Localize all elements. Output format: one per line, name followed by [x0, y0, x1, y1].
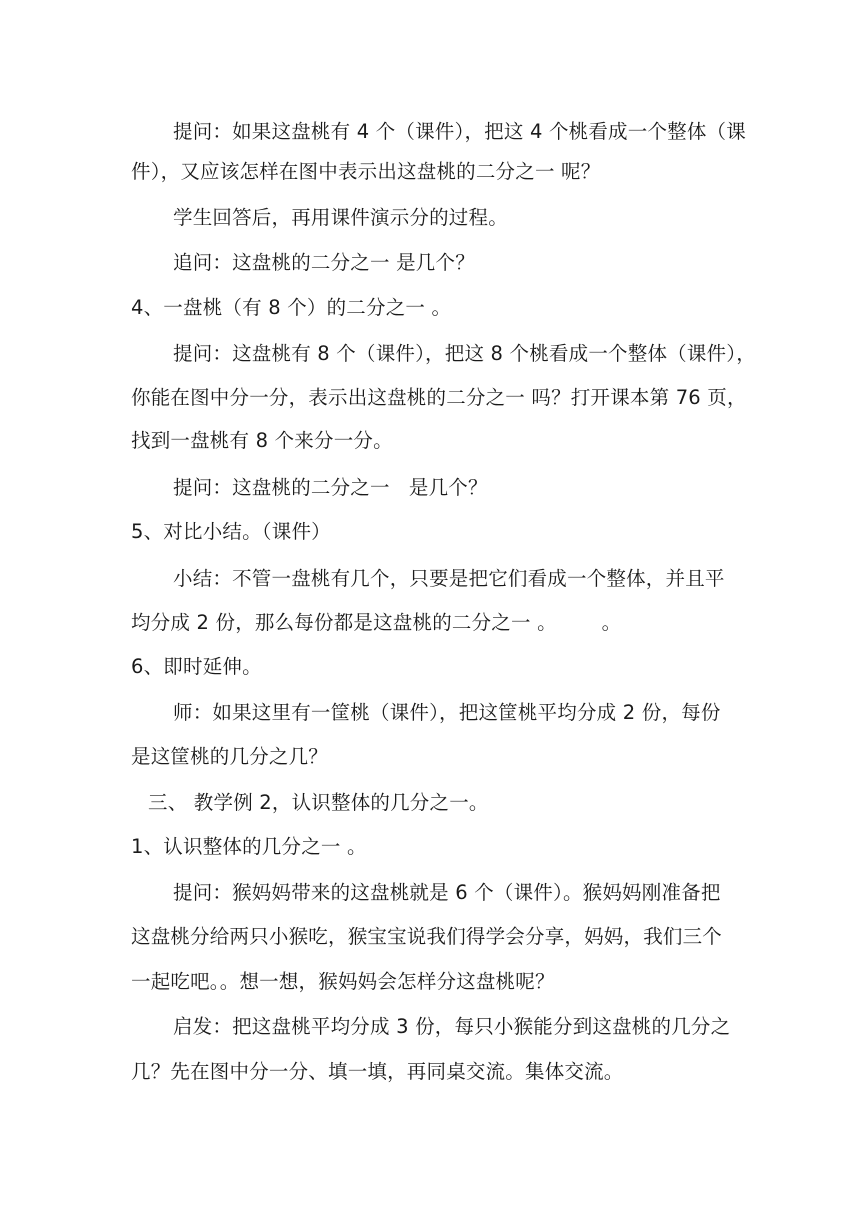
text-line: 6、即时延伸。 — [131, 655, 262, 678]
text-line: 均分成 2 份，那么每份都是这盘桃的二分之一 。 。 — [131, 611, 622, 634]
text-line: 提问：这盘桃的二分之一 是几个？ — [173, 476, 488, 499]
text-line: 你能在图中分一分，表示出这盘桃的二分之一 吗？打开课本第 76 页， — [131, 386, 747, 409]
text-line: 启发：把这盘桃平均分成 3 份，每只小猴能分到这盘桃的几分之 — [173, 1015, 731, 1038]
text-line: 4、一盘桃（有 8 个）的二分之一 。 — [131, 296, 452, 319]
text-line: 1、认识整体的几分之一 。 — [131, 835, 367, 858]
text-line: 师：如果这里有一筐桃（课件），把这筐桃平均分成 2 份，每份 — [173, 701, 721, 724]
text-line: 是这筐桃的几分之几？ — [131, 745, 329, 768]
text-line: 5、对比小结。（课件） — [131, 520, 331, 543]
text-line: 件），又应该怎样在图中表示出这盘桃的二分之一 呢？ — [131, 160, 601, 183]
text-line: 找到一盘桃有 8 个来分一分。 — [131, 429, 393, 452]
text-line: 提问：如果这盘桃有 4 个（课件），把这 4 个桃看成一个整体（课 — [173, 120, 746, 143]
text-line: 这盘桃分给两只小猴吃，猴宝宝说我们得学会分享，妈妈，我们三个 — [131, 925, 723, 948]
text-line: 提问：这盘桃有 8 个（课件），把这 8 个桃看成一个整体（课件）， — [173, 342, 756, 365]
text-line: 一起吃吧。。想一想，猴妈妈会怎样分这盘桃呢？ — [131, 970, 555, 993]
text-line: 小结：不管一盘桃有几个，只要是把它们看成一个整体，并且平 — [173, 567, 725, 590]
text-line: 提问：猴妈妈带来的这盘桃就是 6 个（课件）。猴妈妈刚准备把 — [173, 881, 721, 904]
text-line: 学生回答后，再用课件演示分的过程。 — [173, 206, 508, 229]
text-line: 几？先在图中分一分、填一填，再同桌交流。集体交流。 — [131, 1060, 624, 1083]
text-line: 三、 教学例 2，认识整体的几分之一。 — [148, 791, 489, 814]
text-line: 追问：这盘桃的二分之一 是几个？ — [173, 251, 475, 274]
